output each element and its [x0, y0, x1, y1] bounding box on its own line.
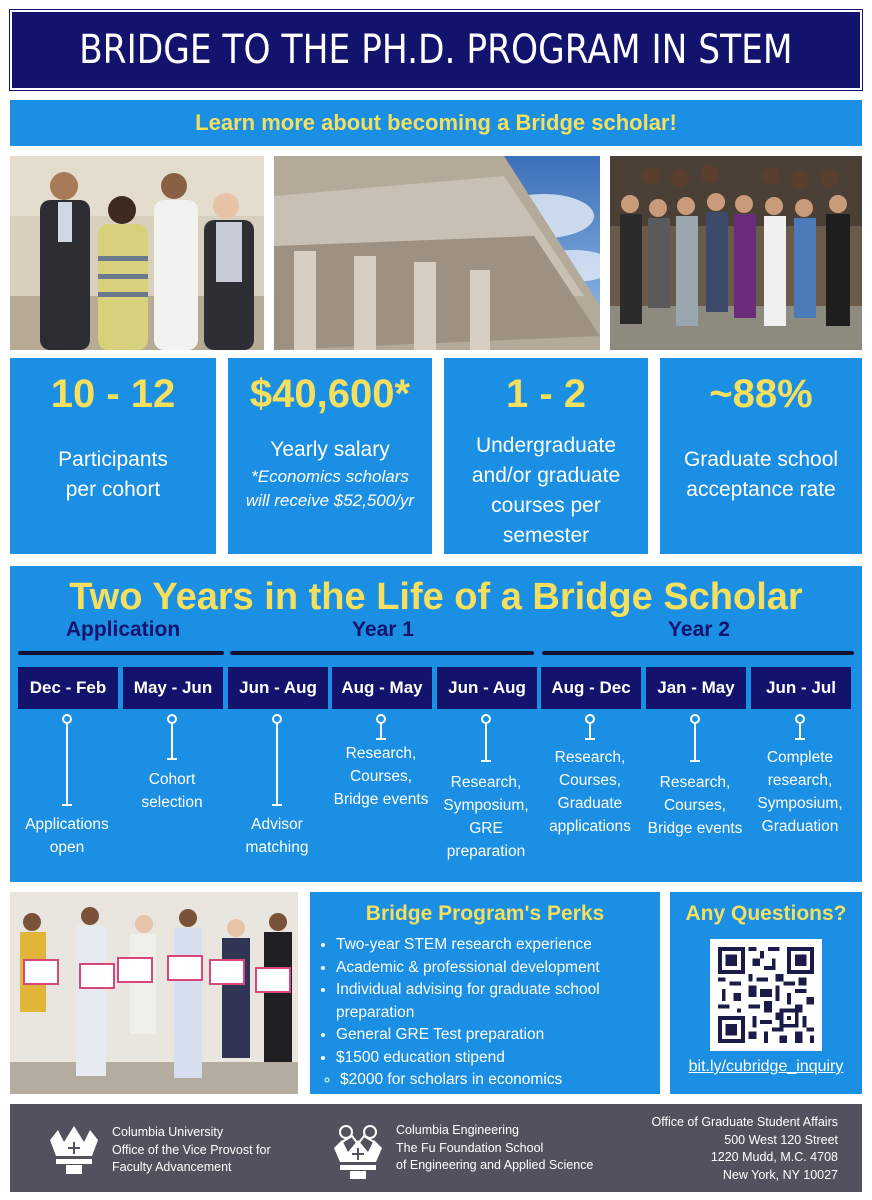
- timeline-marker-foot: [585, 738, 595, 740]
- footer-address: [652, 1114, 838, 1184]
- period-jun-aug-2: Jun - Aug: [437, 667, 537, 709]
- columbia-engineering-logo: [328, 1122, 388, 1180]
- stat-line: Undergraduate: [475, 434, 617, 457]
- footer-line: The Fu Foundation School: [396, 1140, 544, 1155]
- perk-item: • Academic & professional development: [336, 957, 660, 980]
- timeline-title: Two Years in the Life of a Bridge Scholar: [69, 576, 803, 618]
- perk-item: • $1500 education stipend: [336, 1047, 660, 1070]
- timeline-connector: [380, 724, 382, 738]
- phase-year-1: Year 1: [352, 618, 414, 641]
- timeline-marker-foot: [272, 804, 282, 806]
- stat-courses: [444, 358, 648, 554]
- stat-line: courses per: [491, 494, 601, 517]
- event-advisor-matching: [222, 813, 332, 859]
- event-year2-fall: [535, 746, 645, 838]
- footer-line: Office of the Vice Provost for: [112, 1142, 271, 1157]
- event-line: Advisor: [251, 816, 303, 833]
- footer-line: Faculty Advancement: [112, 1160, 232, 1174]
- footer-columbia-engineering: [396, 1122, 593, 1175]
- event-line: Bridge events: [333, 791, 429, 808]
- photo-scholars-group: [10, 156, 264, 350]
- stat-description: [10, 445, 216, 505]
- phase-divider: [18, 651, 224, 655]
- event-line: matching: [245, 839, 309, 856]
- questions-title: Any Questions?: [685, 902, 847, 925]
- footer-columbia-university: [112, 1124, 271, 1177]
- page-title: BRIDGE TO THE PH.D. PROGRAM IN STEM: [79, 27, 793, 73]
- event-line: applications: [549, 818, 631, 835]
- footer: [10, 1104, 862, 1192]
- footer-line: 1220 Mudd, M.C. 4708: [710, 1150, 838, 1164]
- period-jun-aug-1: Jun - Aug: [228, 667, 328, 709]
- stat-line: and/or graduate: [471, 464, 621, 487]
- perks-list: [336, 934, 660, 1069]
- timeline-marker: [62, 714, 72, 724]
- stat-line: semester: [502, 524, 590, 547]
- perk-item: • Individual advising for graduate school preparation: [336, 979, 660, 1024]
- stat-value: $40,600*: [249, 372, 411, 416]
- subtitle-banner: [10, 100, 862, 146]
- stat-participants: [10, 358, 216, 554]
- perk-item: • Two-year STEM research experience: [336, 934, 660, 957]
- event-line: Research,: [659, 774, 731, 791]
- perks-sublist: [340, 1069, 660, 1092]
- footer-line: Office of Graduate Student Affairs: [651, 1115, 838, 1129]
- event-line: Graduate: [557, 795, 623, 812]
- footer-line: 500 West 120 Street: [724, 1132, 838, 1147]
- qr-code[interactable]: [710, 939, 822, 1051]
- subtitle: Learn more about becoming a Bridge scholar!: [195, 110, 677, 135]
- stat-note: [228, 465, 432, 513]
- photo-library-building: [274, 156, 600, 350]
- timeline-marker: [167, 714, 177, 724]
- columbia-crown-logo: [44, 1122, 104, 1176]
- footer-line: Columbia University: [112, 1125, 224, 1139]
- event-line: Courses,: [558, 772, 622, 789]
- event-line: Courses,: [663, 797, 727, 814]
- timeline-marker-foot: [167, 758, 177, 760]
- event-applications-open: [12, 813, 122, 859]
- stat-value: ~88%: [709, 372, 813, 416]
- event-line: Symposium,: [757, 795, 843, 812]
- perks-title: Bridge Program's Perks: [365, 902, 605, 925]
- period-aug-may: Aug - May: [332, 667, 432, 709]
- event-line: Graduation: [761, 818, 839, 835]
- stat-value: 10 - 12: [50, 372, 176, 416]
- stat-line: Graduate school: [683, 448, 839, 471]
- event-line: Research,: [345, 745, 417, 762]
- perk-subitem: ◦ $2000 for scholars in economics: [340, 1069, 660, 1092]
- timeline-connector: [66, 724, 68, 804]
- stat-salary: [228, 358, 432, 554]
- phase-year-2: Year 2: [668, 618, 730, 641]
- timeline-marker-foot: [795, 738, 805, 740]
- timeline-marker: [376, 714, 386, 724]
- stat-value: 1 - 2: [505, 372, 587, 416]
- event-line: research,: [767, 772, 833, 789]
- footer-line: of Engineering and Applied Science: [396, 1158, 594, 1172]
- stat-description: [660, 445, 862, 505]
- timeline-connector: [276, 724, 278, 804]
- period-jan-may: Jan - May: [646, 667, 746, 709]
- event-line: Courses,: [349, 768, 413, 785]
- event-cohort-selection: [117, 768, 227, 814]
- period-may-jun: May - Jun: [123, 667, 223, 709]
- period-aug-dec: Aug - Dec: [541, 667, 641, 709]
- stat-description: [228, 435, 432, 465]
- stat-description: [444, 431, 648, 551]
- timeline-connector: [171, 724, 173, 758]
- timeline-connector: [799, 724, 801, 738]
- stat-line: per cohort: [65, 478, 161, 501]
- timeline-marker-foot: [481, 760, 491, 762]
- photo-cohort-group: [610, 156, 862, 350]
- event-line: selection: [141, 794, 203, 811]
- timeline-marker: [690, 714, 700, 724]
- stat-note-line: *Economics scholars: [251, 467, 409, 486]
- phase-divider: [542, 651, 854, 655]
- stat-note-line: will receive $52,500/yr: [245, 491, 415, 510]
- title-banner: [10, 10, 862, 90]
- phase-application: Application: [65, 618, 181, 641]
- event-line: open: [49, 839, 85, 856]
- timeline-marker-foot: [690, 760, 700, 762]
- stat-acceptance: [660, 358, 862, 554]
- stat-line: Participants: [58, 448, 168, 471]
- event-line: Bridge events: [647, 820, 743, 837]
- event-line: GRE: [469, 820, 503, 837]
- timeline-marker-foot: [62, 804, 72, 806]
- phase-divider: [230, 651, 534, 655]
- event-line: Research,: [554, 749, 626, 766]
- period-jun-jul: Jun - Jul: [751, 667, 851, 709]
- timeline-marker: [585, 714, 595, 724]
- event-line: Symposium,: [443, 797, 529, 814]
- period-dec-feb: Dec - Feb: [18, 667, 118, 709]
- inquiry-link[interactable]: bit.ly/cubridge_inquiry: [688, 1058, 844, 1075]
- timeline-connector: [694, 724, 696, 760]
- event-year2-spring: [640, 771, 750, 840]
- timeline-section: [10, 566, 862, 882]
- footer-line: New York, NY 10027: [722, 1167, 838, 1182]
- event-line: preparation: [446, 843, 526, 860]
- timeline-connector: [485, 724, 487, 760]
- event-year1-research: [326, 742, 436, 811]
- event-line: Cohort: [148, 771, 196, 788]
- photo-graduates-certificates: [10, 892, 298, 1094]
- event-line: Applications: [25, 816, 109, 833]
- timeline-marker: [272, 714, 282, 724]
- event-line: Research,: [450, 774, 522, 791]
- timeline-marker: [795, 714, 805, 724]
- timeline-connector: [589, 724, 591, 738]
- perk-item: • General GRE Test preparation: [336, 1024, 660, 1047]
- timeline-marker-foot: [376, 738, 386, 740]
- event-line: Complete: [766, 749, 834, 766]
- event-year2-summer: [745, 746, 855, 838]
- perks-section: [310, 892, 660, 1094]
- footer-line: Columbia Engineering: [396, 1123, 519, 1137]
- questions-section: [670, 892, 862, 1094]
- timeline-marker: [481, 714, 491, 724]
- stat-line: Yearly salary: [270, 438, 390, 461]
- event-year1-summer: [431, 771, 541, 863]
- stat-line: acceptance rate: [686, 478, 836, 501]
